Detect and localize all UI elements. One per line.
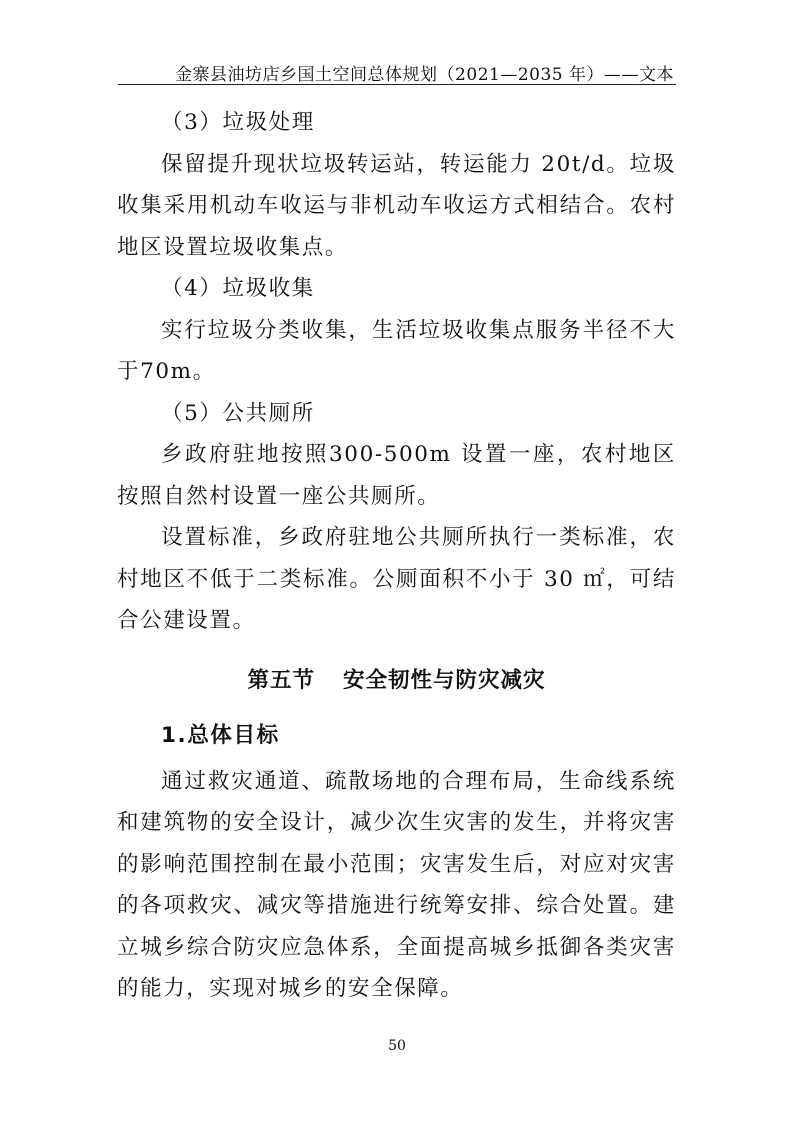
paragraph-public-toilets-location: 乡政府驻地按照300-500m 设置一座，农村地区按照自然村设置一座公共厕所。: [117, 442, 676, 509]
paragraph-garbage-treatment: 保留提升现状垃圾转运站，转运能力 20t/d。垃圾收集采用机动车收运与非机动车收运方式相结合。农村地区设置垃圾收集点。: [117, 151, 676, 260]
item-heading-public-toilets: （5）公共厕所: [161, 400, 315, 426]
section-number: 第五节: [247, 667, 315, 693]
item-heading-garbage-collection: （4）垃圾收集: [161, 276, 315, 301]
subsection-heading: 1.总体目标: [161, 723, 280, 748]
paragraph-overall-goal: 通过救灾通道、疏散场地的合理布局，生命线系统和建筑物的安全设计，减少次生灾害的发生，并将灾害的影响范围控制在最小范围；灾害发生后，对应对灾害的各项救灾、减灾等措施进行统筹安排、综合处置。建立城乡综合防灾应急体系，全面提高城乡抵御各类灾害的能力，实现对城乡的安全保障。: [117, 768, 676, 1001]
paragraph-public-toilets-standard: 设置标准，乡政府驻地公共厕所执行一类标准，农村地区不低于二类标准。公厕面积不小于 30 ㎡，可结合公建设置。: [117, 525, 676, 633]
section-name: 安全韧性与防灾减灾: [343, 667, 546, 693]
paragraph-garbage-collection: 实行垃圾分类收集，生活垃圾收集点服务半径不大于70m。: [117, 317, 676, 384]
running-header: 金寨县油坊店乡国土空间总体规划（2021—2035 年）——文本: [175, 65, 674, 85]
item-heading-garbage-treatment: （3）垃圾处理: [161, 110, 315, 135]
header-rule: [118, 84, 676, 85]
page-number: 50: [388, 1038, 406, 1054]
page-content: [117, 102, 676, 1010]
section-title: [117, 660, 676, 702]
